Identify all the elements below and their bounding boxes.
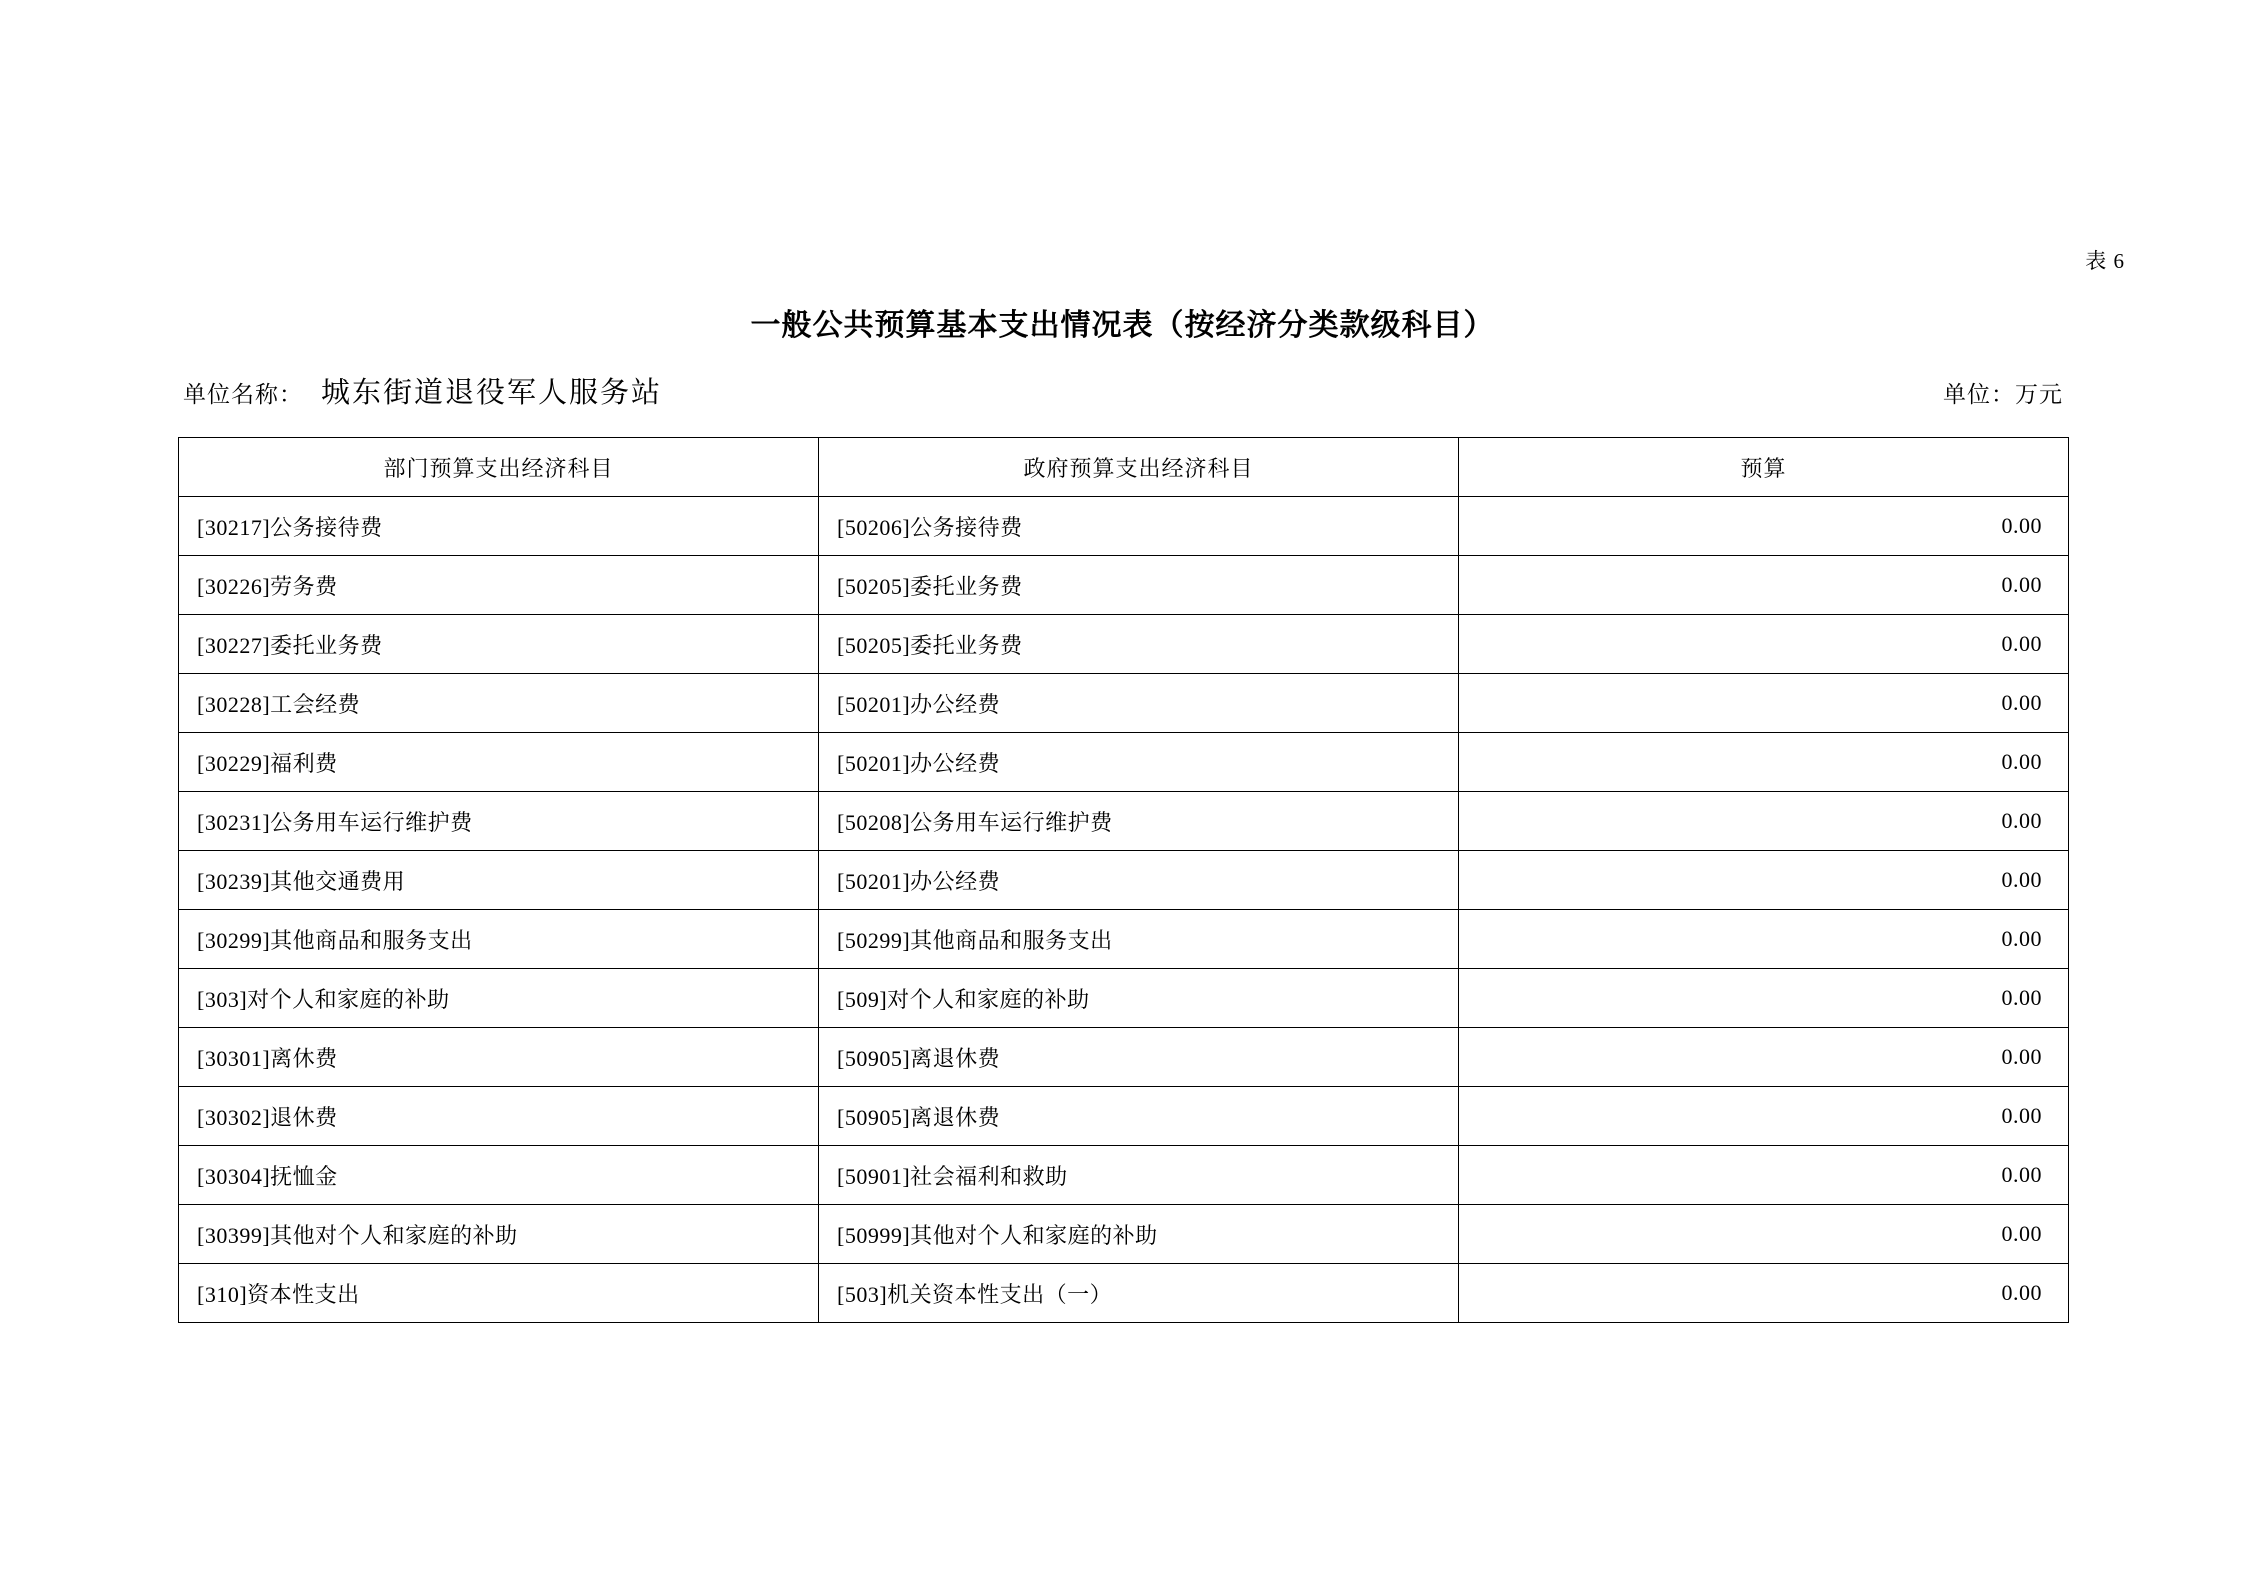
cell-dept-subject: [30299]其他商品和服务支出	[179, 910, 819, 969]
unit-name-group	[183, 370, 662, 411]
cell-dept-subject: [30301]离休费	[179, 1028, 819, 1087]
table-row	[179, 497, 2069, 556]
table-row	[179, 733, 2069, 792]
cell-gov-subject: [50299]其他商品和服务支出	[819, 910, 1459, 969]
table-row	[179, 615, 2069, 674]
cell-gov-subject: [50208]公务用车运行维护费	[819, 792, 1459, 851]
table-row	[179, 910, 2069, 969]
cell-dept-subject: [30231]公务用车运行维护费	[179, 792, 819, 851]
cell-budget-amount: 0.00	[1459, 910, 2069, 969]
table-row	[179, 792, 2069, 851]
table-row	[179, 1146, 2069, 1205]
unit-name-value: 城东街道退役军人服务站	[321, 377, 663, 409]
cell-budget-amount: 0.00	[1459, 969, 2069, 1028]
table-row	[179, 1264, 2069, 1323]
cell-gov-subject: [50201]办公经费	[819, 674, 1459, 733]
cell-gov-subject: [50201]办公经费	[819, 851, 1459, 910]
table-row	[179, 1028, 2069, 1087]
cell-budget-amount: 0.00	[1459, 556, 2069, 615]
column-header-gov: 政府预算支出经济科目	[819, 438, 1459, 497]
cell-dept-subject: [310]资本性支出	[179, 1264, 819, 1323]
cell-dept-subject: [30304]抚恤金	[179, 1146, 819, 1205]
cell-budget-amount: 0.00	[1459, 1264, 2069, 1323]
cell-gov-subject: [50905]离退休费	[819, 1028, 1459, 1087]
cell-gov-subject: [509]对个人和家庭的补助	[819, 969, 1459, 1028]
table-row	[179, 1205, 2069, 1264]
cell-dept-subject: [30228]工会经费	[179, 674, 819, 733]
table-row	[179, 556, 2069, 615]
cell-gov-subject: [50205]委托业务费	[819, 615, 1459, 674]
cell-budget-amount: 0.00	[1459, 674, 2069, 733]
cell-budget-amount: 0.00	[1459, 792, 2069, 851]
cell-dept-subject: [30226]劳务费	[179, 556, 819, 615]
cell-budget-amount: 0.00	[1459, 733, 2069, 792]
table-header-row	[179, 438, 2069, 497]
column-header-budget: 预算	[1459, 438, 2069, 497]
cell-gov-subject: [50999]其他对个人和家庭的补助	[819, 1205, 1459, 1264]
unit-name-label: 单位名称：	[183, 382, 303, 407]
cell-gov-subject: [50201]办公经费	[819, 733, 1459, 792]
cell-budget-amount: 0.00	[1459, 1205, 2069, 1264]
column-header-dept: 部门预算支出经济科目	[179, 438, 819, 497]
cell-gov-subject: [50905]离退休费	[819, 1087, 1459, 1146]
table-row	[179, 674, 2069, 733]
cell-gov-subject: [50205]委托业务费	[819, 556, 1459, 615]
cell-budget-amount: 0.00	[1459, 1146, 2069, 1205]
cell-budget-amount: 0.00	[1459, 615, 2069, 674]
table-row	[179, 969, 2069, 1028]
cell-budget-amount: 0.00	[1459, 497, 2069, 556]
cell-budget-amount: 0.00	[1459, 1087, 2069, 1146]
table-row	[179, 1087, 2069, 1146]
cell-gov-subject: [50901]社会福利和救助	[819, 1146, 1459, 1205]
cell-dept-subject: [30229]福利费	[179, 733, 819, 792]
cell-dept-subject: [30239]其他交通费用	[179, 851, 819, 910]
sheet-label: 表 6	[2085, 249, 2125, 273]
cell-dept-subject: [30227]委托业务费	[179, 615, 819, 674]
meta-row	[183, 370, 2063, 411]
cell-budget-amount: 0.00	[1459, 851, 2069, 910]
cell-dept-subject: [30217]公务接待费	[179, 497, 819, 556]
cell-dept-subject: [303]对个人和家庭的补助	[179, 969, 819, 1028]
page-title: 一般公共预算基本支出情况表（按经济分类款级科目）	[750, 309, 1495, 342]
cell-gov-subject: [50206]公务接待费	[819, 497, 1459, 556]
amount-unit-label: 单位：万元	[1943, 382, 2063, 407]
table-body	[179, 497, 2069, 1323]
budget-table	[178, 437, 2069, 1323]
cell-dept-subject: [30302]退休费	[179, 1087, 819, 1146]
table-row	[179, 851, 2069, 910]
cell-dept-subject: [30399]其他对个人和家庭的补助	[179, 1205, 819, 1264]
cell-gov-subject: [503]机关资本性支出（一）	[819, 1264, 1459, 1323]
cell-budget-amount: 0.00	[1459, 1028, 2069, 1087]
